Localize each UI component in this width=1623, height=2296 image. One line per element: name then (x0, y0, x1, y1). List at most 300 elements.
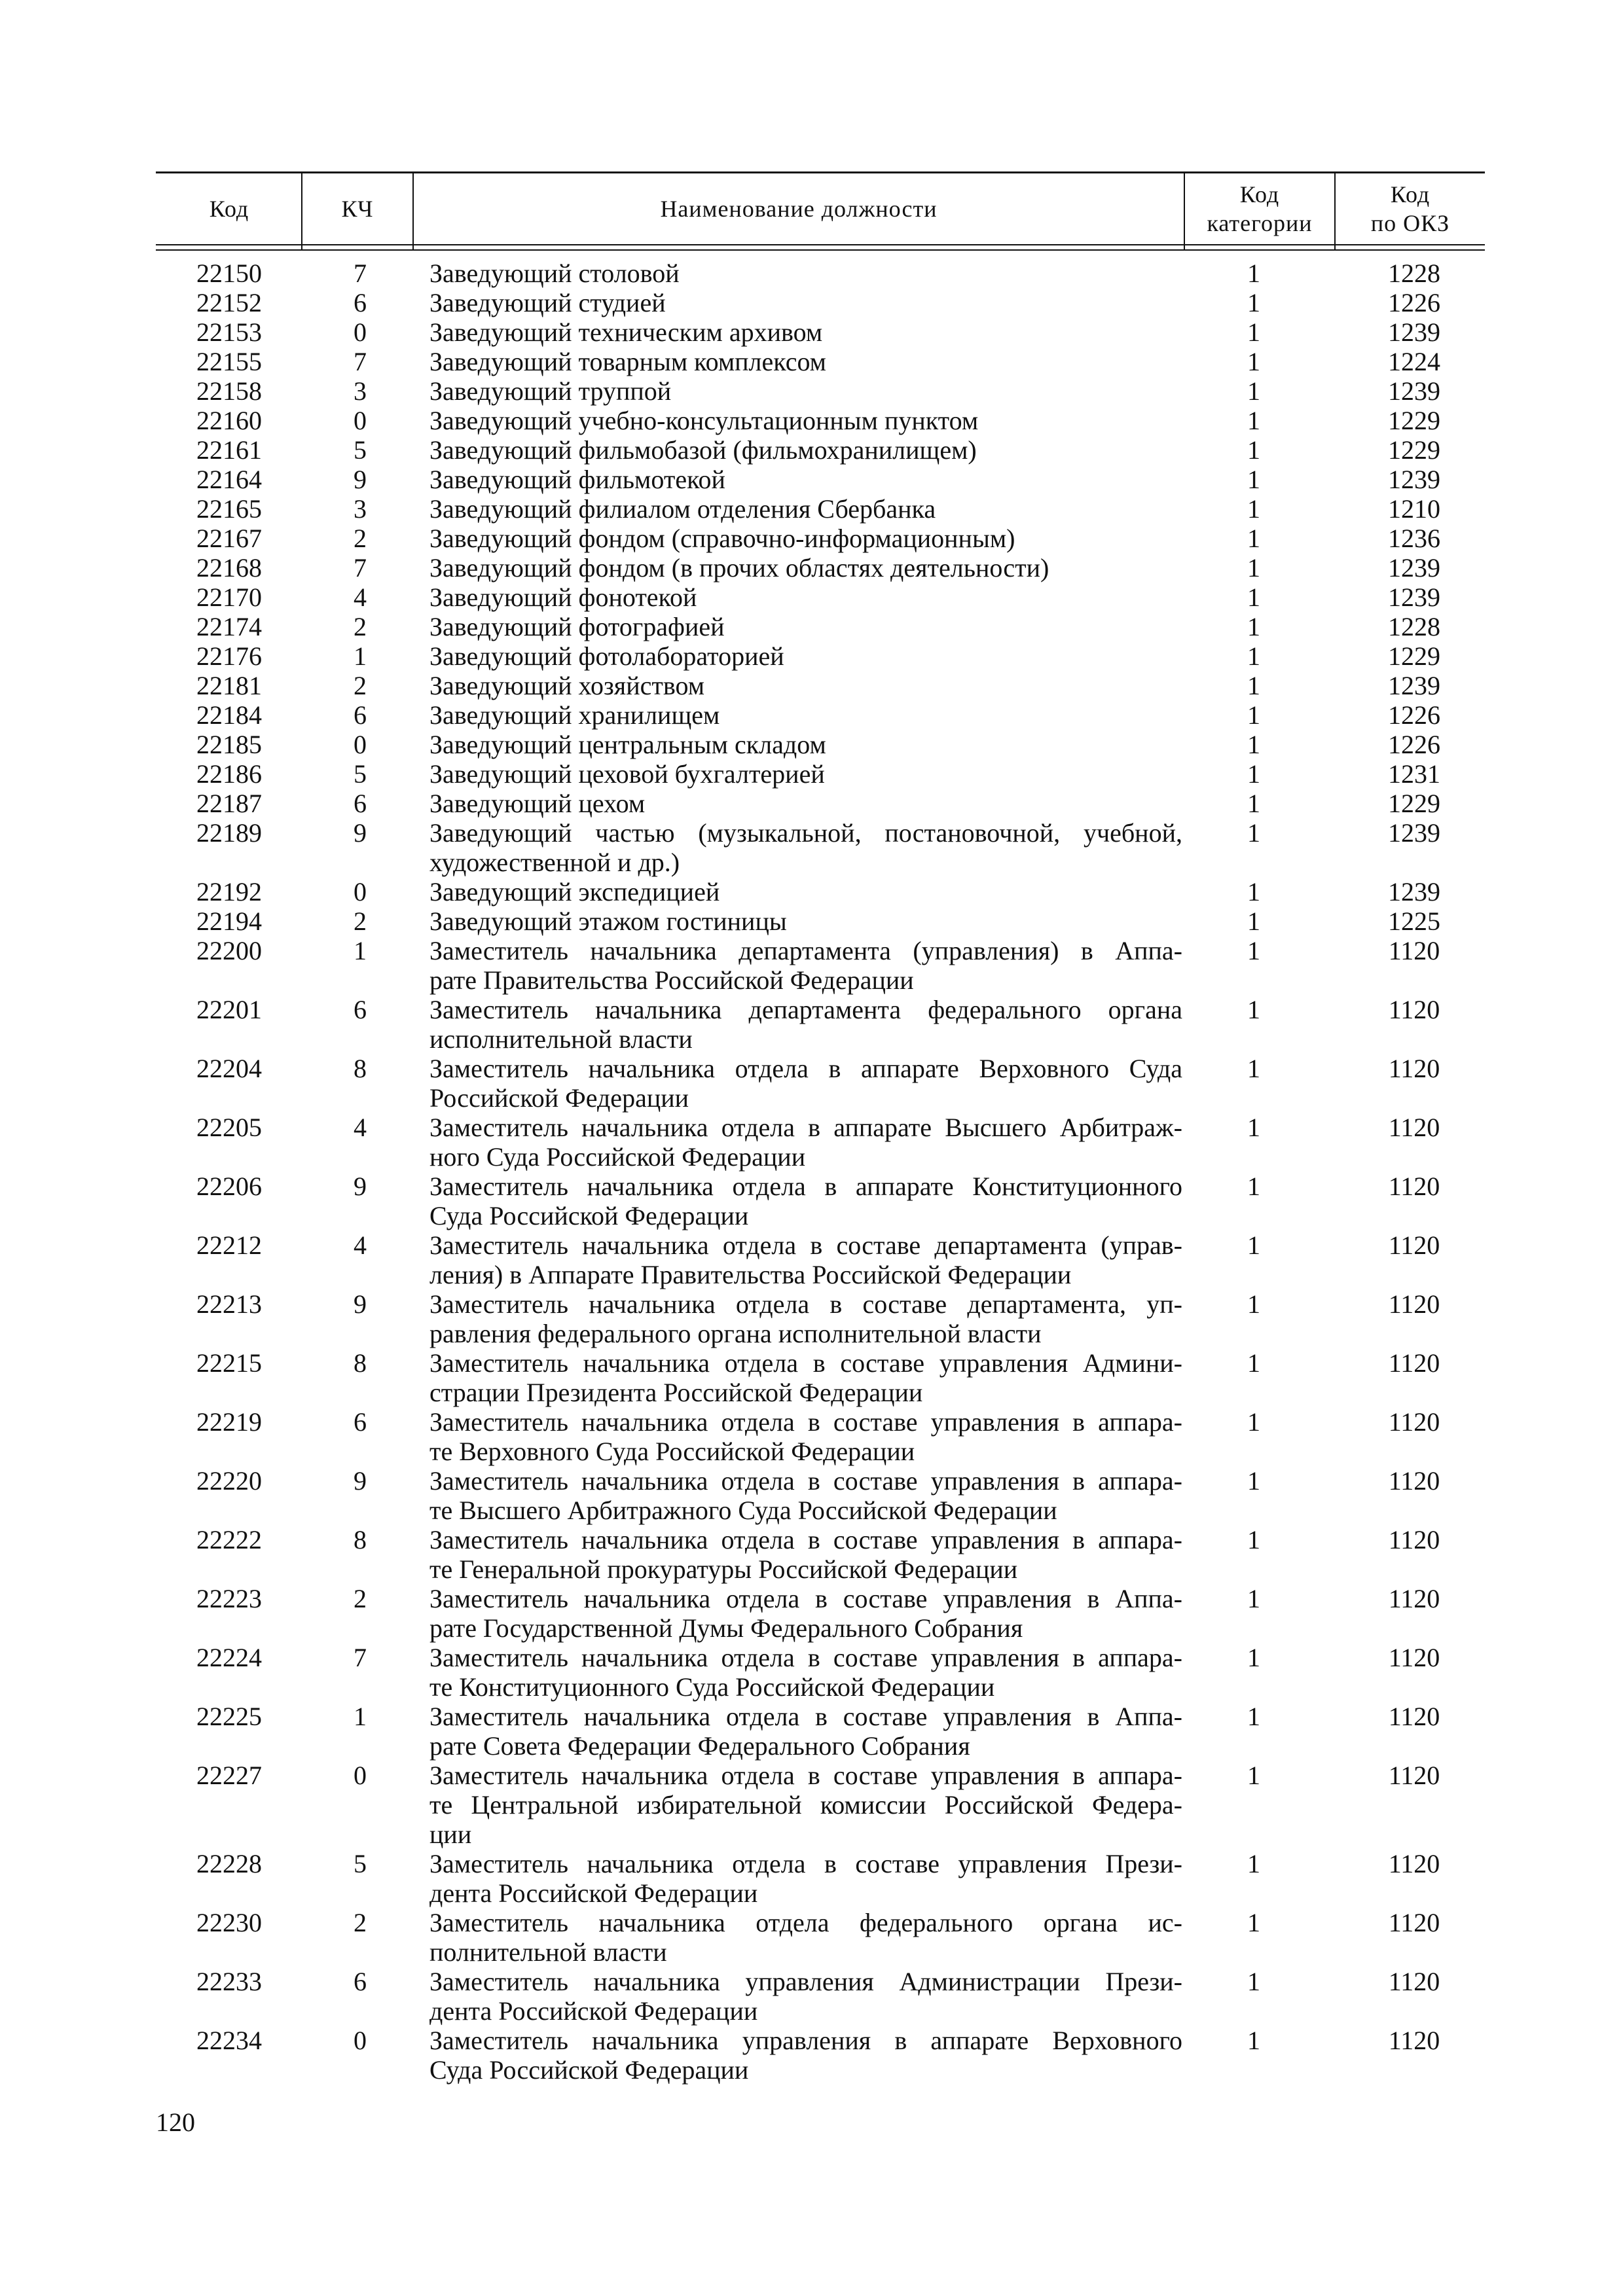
row-position-name-line: Заместитель начальника отдела в составе управления Прези- (429, 1849, 1182, 1878)
header-category-line: категории (1207, 210, 1313, 236)
header-okz-line: по ОКЗ (1370, 210, 1450, 236)
table-body (0, 259, 1623, 2085)
table-row (0, 317, 1623, 347)
row-kch: 7 (354, 259, 367, 288)
row-kch: 6 (354, 995, 367, 1024)
table-row (0, 1584, 1623, 1643)
row-okz: 1229 (1388, 789, 1440, 818)
row-kch: 5 (354, 435, 367, 465)
row-position-name (429, 288, 1182, 317)
row-category: 1 (1247, 376, 1260, 406)
header-category (1185, 173, 1334, 244)
row-okz: 1229 (1388, 435, 1440, 465)
row-okz: 1239 (1388, 465, 1440, 494)
row-position-name (429, 1525, 1182, 1584)
row-category: 1 (1247, 435, 1260, 465)
row-position-name-line: Заместитель начальника отдела в составе департамента, уп- (429, 1289, 1182, 1319)
row-position-name-line: ления) в Аппарате Правительства Российской Федерации (429, 1260, 1072, 1289)
row-kch: 3 (354, 494, 367, 524)
row-kch: 2 (354, 524, 367, 553)
row-kod: 22187 (196, 789, 262, 818)
row-kch: 2 (354, 671, 367, 700)
table-row (0, 494, 1623, 524)
row-okz: 1239 (1388, 376, 1440, 406)
row-category: 1 (1247, 1908, 1260, 1937)
table-row (0, 406, 1623, 435)
row-position-name (429, 1702, 1182, 1761)
row-position-name (429, 730, 1182, 759)
row-position-name-line: те Центральной избирательной комиссии Российской Федера- (429, 1790, 1182, 1820)
row-kch: 7 (354, 347, 367, 376)
row-category: 1 (1247, 1761, 1260, 1790)
row-kod: 22167 (196, 524, 262, 553)
row-kch: 7 (354, 1643, 367, 1672)
row-kod: 22234 (196, 2026, 262, 2055)
row-okz: 1224 (1388, 347, 1440, 376)
table-row (0, 671, 1623, 700)
row-position-name (429, 1289, 1182, 1348)
row-kch: 6 (354, 789, 367, 818)
row-position-name-line: исполнительной власти (429, 1024, 693, 1054)
row-category: 1 (1247, 759, 1260, 789)
table-row (0, 1761, 1623, 1849)
table-row (0, 1466, 1623, 1525)
row-okz: 1120 (1388, 1908, 1440, 1937)
row-okz: 1120 (1388, 1289, 1440, 1319)
row-category: 1 (1247, 1849, 1260, 1878)
row-position-name-line: Заведующий товарным комплексом (429, 347, 826, 376)
row-kch: 0 (354, 406, 367, 435)
table-row (0, 1967, 1623, 2026)
table-row (0, 936, 1623, 995)
row-category: 1 (1247, 494, 1260, 524)
table-row (0, 553, 1623, 583)
row-category: 1 (1247, 465, 1260, 494)
row-position-name-line: дента Российской Федерации (429, 1996, 758, 2026)
row-kod: 22228 (196, 1849, 262, 1878)
row-kch: 8 (354, 1525, 367, 1554)
row-position-name (429, 1230, 1182, 1289)
table-row (0, 465, 1623, 494)
row-kod: 22192 (196, 877, 262, 906)
row-kod: 22233 (196, 1967, 262, 1996)
table-row (0, 995, 1623, 1054)
row-kch: 2 (354, 612, 367, 641)
row-category: 1 (1247, 317, 1260, 347)
row-kod: 22176 (196, 641, 262, 671)
row-position-name (429, 494, 1182, 524)
row-okz: 1231 (1388, 759, 1440, 789)
table-row (0, 1113, 1623, 1172)
table-row (0, 906, 1623, 936)
row-okz: 1236 (1388, 524, 1440, 553)
row-kod: 22186 (196, 759, 262, 789)
row-position-name-line: Заведующий экспедицией (429, 877, 720, 906)
row-category: 1 (1247, 1967, 1260, 1996)
row-kch: 6 (354, 288, 367, 317)
header-kch (302, 173, 412, 244)
row-kod: 22164 (196, 465, 262, 494)
table-row (0, 759, 1623, 789)
row-okz: 1120 (1388, 1525, 1440, 1554)
row-position-name-line: Заведующий фильмотекой (429, 465, 725, 494)
row-position-name-line: Заместитель начальника отдела федерального органа ис- (429, 1908, 1182, 1937)
row-kod: 22220 (196, 1466, 262, 1496)
table-row (0, 818, 1623, 877)
row-okz: 1120 (1388, 1054, 1440, 1083)
row-position-name-line: Заместитель начальника отдела в составе управления в аппара- (429, 1761, 1182, 1790)
row-okz: 1226 (1388, 288, 1440, 317)
row-position-name-line: Заместитель начальника отдела в аппарате Высшего Арбитраж- (429, 1113, 1182, 1142)
row-kod: 22227 (196, 1761, 262, 1790)
table-row (0, 2026, 1623, 2085)
row-position-name-line: Заместитель начальника отдела в аппарате Верховного Суда (429, 1054, 1182, 1083)
row-kod: 22155 (196, 347, 262, 376)
row-kch: 5 (354, 1849, 367, 1878)
row-position-name-line: ного Суда Российской Федерации (429, 1142, 806, 1172)
row-okz: 1229 (1388, 406, 1440, 435)
row-category: 1 (1247, 936, 1260, 965)
row-kod: 22181 (196, 671, 262, 700)
row-kod: 22153 (196, 317, 262, 347)
row-position-name-line: Заместитель начальника отдела в составе управления в аппара- (429, 1643, 1182, 1672)
row-kod: 22212 (196, 1230, 262, 1260)
row-kod: 22150 (196, 259, 262, 288)
row-category: 1 (1247, 1584, 1260, 1613)
row-position-name (429, 259, 1182, 288)
row-kod: 22200 (196, 936, 262, 965)
row-kch: 0 (354, 877, 367, 906)
row-position-name (429, 1584, 1182, 1643)
row-kch: 4 (354, 1230, 367, 1260)
row-okz: 1239 (1388, 818, 1440, 848)
row-position-name-line: Заместитель начальника отдела в составе управления в аппара- (429, 1407, 1182, 1437)
row-kch: 6 (354, 1967, 367, 1996)
row-position-name-line: Заведующий фотолабораторией (429, 641, 784, 671)
row-okz: 1229 (1388, 641, 1440, 671)
row-category: 1 (1247, 1348, 1260, 1378)
row-kch: 0 (354, 730, 367, 759)
row-kch: 1 (354, 936, 367, 965)
header-bottom-rule-double (156, 249, 1485, 251)
row-position-name-line: полнительной власти (429, 1937, 667, 1967)
row-position-name-line: Заведующий столовой (429, 259, 680, 288)
table-row (0, 1407, 1623, 1466)
row-okz: 1120 (1388, 1466, 1440, 1496)
row-position-name-line: Заместитель начальника департамента федерального органа (429, 995, 1182, 1024)
row-kod: 22219 (196, 1407, 262, 1437)
header-okz-line: Код (1390, 181, 1431, 207)
table-row (0, 789, 1623, 818)
row-position-name (429, 671, 1182, 700)
row-category: 1 (1247, 877, 1260, 906)
row-position-name (429, 1172, 1182, 1230)
row-kod: 22158 (196, 376, 262, 406)
row-okz: 1120 (1388, 1348, 1440, 1378)
row-kod: 22174 (196, 612, 262, 641)
row-category: 1 (1247, 1466, 1260, 1496)
table-row (0, 1230, 1623, 1289)
row-position-name-line: Заведующий цеховой бухгалтерией (429, 759, 825, 789)
row-okz: 1120 (1388, 1702, 1440, 1731)
row-kch: 5 (354, 759, 367, 789)
row-kod: 22201 (196, 995, 262, 1024)
row-position-name-line: художественной и др.) (429, 848, 680, 877)
row-category: 1 (1247, 347, 1260, 376)
row-position-name (429, 1348, 1182, 1407)
row-position-name (429, 317, 1182, 347)
table-row (0, 435, 1623, 465)
row-kod: 22213 (196, 1289, 262, 1319)
row-okz: 1120 (1388, 1967, 1440, 1996)
row-category: 1 (1247, 1172, 1260, 1201)
table-row (0, 1348, 1623, 1407)
row-category: 1 (1247, 1113, 1260, 1142)
row-category: 1 (1247, 1289, 1260, 1319)
row-position-name (429, 877, 1182, 906)
table-row (0, 524, 1623, 553)
row-category: 1 (1247, 553, 1260, 583)
row-kod: 22194 (196, 906, 262, 936)
row-okz: 1120 (1388, 1172, 1440, 1201)
row-category: 1 (1247, 818, 1260, 848)
row-position-name (429, 347, 1182, 376)
row-kod: 22225 (196, 1702, 262, 1731)
row-kod: 22206 (196, 1172, 262, 1201)
row-position-name-line: те Конституционного Суда Российской Федерации (429, 1672, 995, 1702)
row-category: 1 (1247, 288, 1260, 317)
row-category: 1 (1247, 700, 1260, 730)
row-okz: 1239 (1388, 553, 1440, 583)
row-kod: 22168 (196, 553, 262, 583)
row-kod: 22224 (196, 1643, 262, 1672)
row-position-name-line: рате Совета Федерации Федерального Собрания (429, 1731, 970, 1761)
row-okz: 1120 (1388, 936, 1440, 965)
row-category: 1 (1247, 1407, 1260, 1437)
row-position-name-line: Заведующий фотографией (429, 612, 725, 641)
row-position-name (429, 376, 1182, 406)
row-position-name (429, 759, 1182, 789)
row-kch: 4 (354, 583, 367, 612)
row-position-name-line: Заведующий частью (музыкальной, постановочной, учебной, (429, 818, 1182, 848)
row-position-name (429, 1054, 1182, 1113)
header-name (414, 173, 1184, 244)
row-position-name (429, 2026, 1182, 2085)
row-kch: 9 (354, 1289, 367, 1319)
row-position-name-line: Заведующий труппой (429, 376, 672, 406)
row-category: 1 (1247, 1702, 1260, 1731)
header-kod (157, 173, 301, 244)
row-position-name-line: Заместитель начальника управления в аппарате Верховного (429, 2026, 1182, 2055)
header-bottom-rule (156, 244, 1485, 245)
header-okz (1336, 173, 1485, 244)
table-row (0, 700, 1623, 730)
header-category-line: Код (1239, 181, 1280, 207)
row-kod: 22215 (196, 1348, 262, 1378)
header-kch-label: КЧ (341, 196, 374, 222)
row-category: 1 (1247, 730, 1260, 759)
row-category: 1 (1247, 524, 1260, 553)
row-kod: 22165 (196, 494, 262, 524)
row-position-name (429, 906, 1182, 936)
table-row (0, 877, 1623, 906)
row-position-name (429, 1967, 1182, 2026)
row-kod: 22184 (196, 700, 262, 730)
table-row (0, 1172, 1623, 1230)
row-kod: 22204 (196, 1054, 262, 1083)
row-okz: 1120 (1388, 995, 1440, 1024)
table-row (0, 259, 1623, 288)
row-category: 1 (1247, 1230, 1260, 1260)
row-position-name (429, 524, 1182, 553)
row-position-name-line: Заведующий хранилищем (429, 700, 720, 730)
row-okz: 1225 (1388, 906, 1440, 936)
row-category: 1 (1247, 1054, 1260, 1083)
row-kod: 22160 (196, 406, 262, 435)
row-position-name (429, 435, 1182, 465)
table-row (0, 730, 1623, 759)
row-position-name (429, 1466, 1182, 1525)
row-okz: 1120 (1388, 1643, 1440, 1672)
page-number: 120 (156, 2108, 195, 2137)
row-category: 1 (1247, 1643, 1260, 1672)
row-kod: 22205 (196, 1113, 262, 1142)
row-okz: 1239 (1388, 583, 1440, 612)
row-category: 1 (1247, 906, 1260, 936)
table-row (0, 612, 1623, 641)
row-position-name-line: те Генеральной прокуратуры Российской Федерации (429, 1554, 1018, 1584)
row-position-name-line: дента Российской Федерации (429, 1878, 758, 1908)
row-kod: 22185 (196, 730, 262, 759)
row-position-name-line: Заместитель начальника департамента (управления) в Аппа- (429, 936, 1182, 965)
row-position-name (429, 1113, 1182, 1172)
row-kod: 22230 (196, 1908, 262, 1937)
row-position-name-line: Суда Российской Федерации (429, 2055, 749, 2085)
row-okz: 1120 (1388, 2026, 1440, 2055)
row-category: 1 (1247, 1525, 1260, 1554)
row-position-name-line: Заместитель начальника отдела в аппарате Конституционного (429, 1172, 1182, 1201)
row-position-name (429, 818, 1182, 877)
row-position-name-line: Заведующий хозяйством (429, 671, 704, 700)
row-position-name (429, 700, 1182, 730)
table-row (0, 1702, 1623, 1761)
row-category: 1 (1247, 789, 1260, 818)
row-kch: 1 (354, 641, 367, 671)
table-row (0, 376, 1623, 406)
row-kch: 6 (354, 700, 367, 730)
row-category: 1 (1247, 583, 1260, 612)
table-row (0, 583, 1623, 612)
row-okz: 1226 (1388, 700, 1440, 730)
row-position-name (429, 583, 1182, 612)
row-position-name-line: Суда Российской Федерации (429, 1201, 749, 1230)
row-kch: 0 (354, 1761, 367, 1790)
table-row (0, 1054, 1623, 1113)
row-position-name-line: Заведующий техническим архивом (429, 317, 823, 347)
row-kch: 0 (354, 317, 367, 347)
row-kch: 2 (354, 1908, 367, 1937)
row-category: 1 (1247, 612, 1260, 641)
row-position-name-line: равления федерального органа исполнительной власти (429, 1319, 1042, 1348)
row-position-name-line: Заведующий фонотекой (429, 583, 697, 612)
row-position-name (429, 612, 1182, 641)
table-row (0, 1289, 1623, 1348)
row-position-name (429, 1407, 1182, 1466)
row-position-name-line: Заведующий фондом (в прочих областях деятельности) (429, 553, 1049, 583)
row-category: 1 (1247, 641, 1260, 671)
table-row (0, 288, 1623, 317)
row-position-name-line: Заместитель начальника управления Администрации Прези- (429, 1967, 1182, 1996)
table-row (0, 1525, 1623, 1584)
row-okz: 1120 (1388, 1230, 1440, 1260)
row-kch: 2 (354, 906, 367, 936)
table-row (0, 1908, 1623, 1967)
row-kch: 9 (354, 465, 367, 494)
row-okz: 1228 (1388, 612, 1440, 641)
row-kod: 22189 (196, 818, 262, 848)
row-okz: 1120 (1388, 1761, 1440, 1790)
row-kch: 1 (354, 1702, 367, 1731)
row-kod: 22161 (196, 435, 262, 465)
row-position-name (429, 1761, 1182, 1849)
row-position-name-line: Заведующий этажом гостиницы (429, 906, 787, 936)
row-position-name (429, 465, 1182, 494)
row-kch: 9 (354, 1172, 367, 1201)
row-position-name (429, 553, 1182, 583)
row-position-name-line: рате Правительства Российской Федерации (429, 965, 914, 995)
row-position-name-line: Заместитель начальника отдела в составе управления в Аппа- (429, 1584, 1182, 1613)
row-kod: 22223 (196, 1584, 262, 1613)
row-okz: 1226 (1388, 730, 1440, 759)
row-position-name (429, 1849, 1182, 1908)
row-kch: 4 (354, 1113, 367, 1142)
row-position-name-line: Заведующий фондом (справочно-информационным) (429, 524, 1015, 553)
row-category: 1 (1247, 259, 1260, 288)
row-okz: 1210 (1388, 494, 1440, 524)
row-kch: 9 (354, 818, 367, 848)
row-okz: 1228 (1388, 259, 1440, 288)
row-position-name (429, 936, 1182, 995)
row-okz: 1239 (1388, 877, 1440, 906)
row-position-name-line: те Высшего Арбитражного Суда Российской Федерации (429, 1496, 1057, 1525)
table-row (0, 1849, 1623, 1908)
row-kch: 3 (354, 376, 367, 406)
row-position-name-line: Заведующий цехом (429, 789, 646, 818)
row-position-name-line: Российской Федерации (429, 1083, 689, 1113)
row-position-name-line: Заместитель начальника отдела в составе управления в аппара- (429, 1466, 1182, 1496)
row-position-name-line: Заведующий центральным складом (429, 730, 826, 759)
row-position-name-line: те Верховного Суда Российской Федерации (429, 1437, 915, 1466)
row-category: 1 (1247, 995, 1260, 1024)
row-position-name-line: Заместитель начальника отдела в составе управления в аппара- (429, 1525, 1182, 1554)
row-position-name (429, 406, 1182, 435)
row-kch: 0 (354, 2026, 367, 2055)
row-position-name (429, 789, 1182, 818)
row-position-name-line: Заведующий фильмобазой (фильмохранилищем) (429, 435, 977, 465)
row-okz: 1120 (1388, 1849, 1440, 1878)
row-position-name-line: рате Государственной Думы Федерального Собрания (429, 1613, 1023, 1643)
row-okz: 1120 (1388, 1407, 1440, 1437)
row-position-name-line: ции (429, 1820, 472, 1849)
row-category: 1 (1247, 2026, 1260, 2055)
table-row (0, 1643, 1623, 1702)
row-position-name-line: Заместитель начальника отдела в составе департамента (управ- (429, 1230, 1182, 1260)
row-okz: 1239 (1388, 317, 1440, 347)
header-kod-label: Код (209, 196, 249, 222)
row-kch: 2 (354, 1584, 367, 1613)
table-row (0, 347, 1623, 376)
row-position-name (429, 1643, 1182, 1702)
